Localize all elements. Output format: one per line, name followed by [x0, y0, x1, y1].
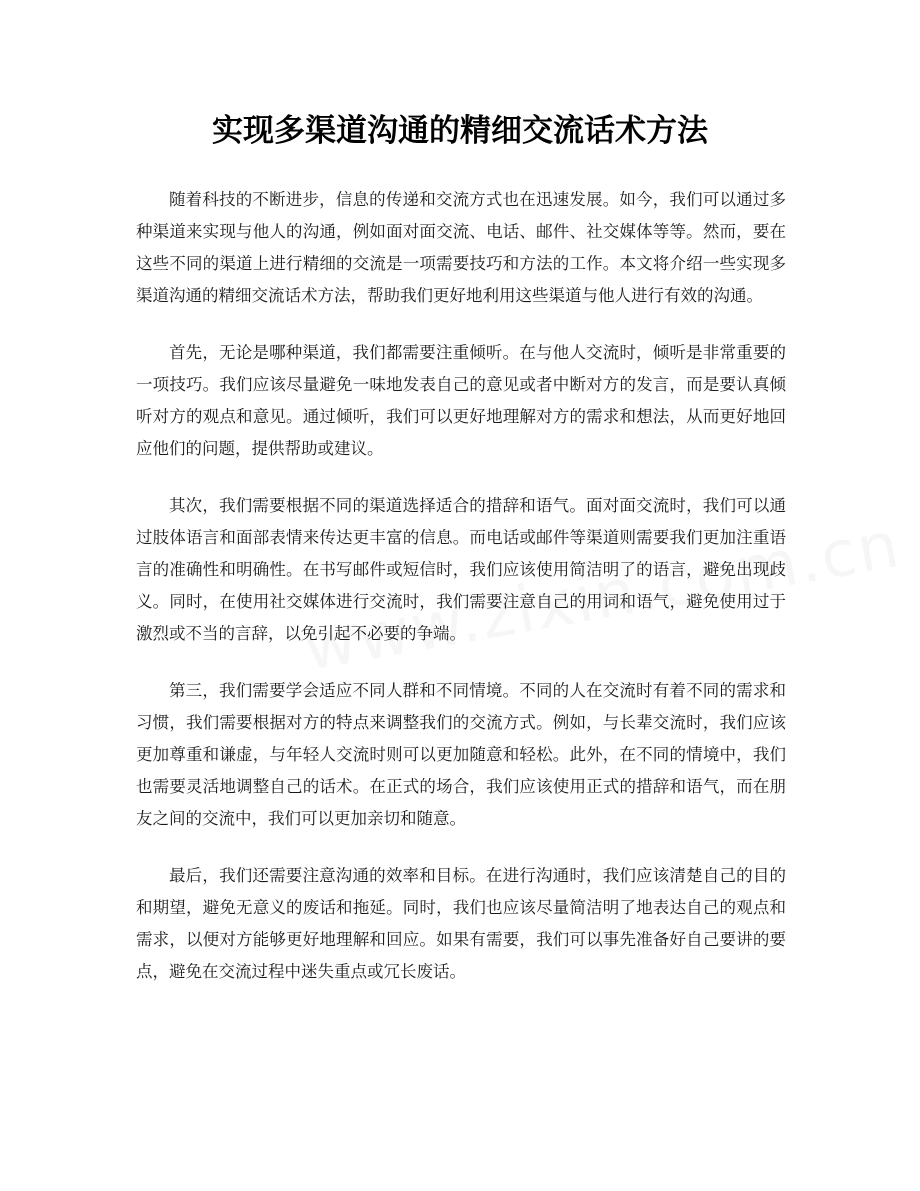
document-title: 实现多渠道沟通的精细交流话术方法 — [212, 113, 708, 149]
paragraph-efficiency: 最后，我们还需要注意沟通的效率和目标。在进行沟通时，我们应该清楚自己的目的和期望，避免无意义的废话和拖延。同时，我们也应该尽量简洁明了地表达自己的观点和需求，以便对方能够更好地理解和回应。如果有需要，我们可以事先准备好自己要讲的要点，避免在交流过程中迷失重点或冗长废话。 — [136, 866, 786, 981]
paragraph-listening: 首先，无论是哪种渠道，我们都需要注重倾听。在与他人交流时，倾听是非常重要的一项技巧。我们应该尽量避免一味地发表自己的意见或者中断对方的发言，而是要认真倾听对方的观点和意见。通过倾听，我们可以更好地理解对方的需求和想法，从而更好地回应他们的问题，提供帮助或建议。 — [136, 343, 786, 458]
paragraph-wording: 其次，我们需要根据不同的渠道选择适合的措辞和语气。面对面交流时，我们可以通过肢体语言和面部表情来传达更丰富的信息。而电话或邮件等渠道则需要我们更加注重语言的准确性和明确性。在书写邮件或短信时，我们应该使用简洁明了的语言，避免出现歧义。同时，在使用社交媒体进行交流时，我们需要注意自己的用词和语气，避免使用过于激烈或不当的言辞，以免引起不必要的争端。 — [136, 496, 786, 643]
paragraph-adapting: 第三，我们需要学会适应不同人群和不同情境。不同的人在交流时有着不同的需求和习惯，我们需要根据对方的特点来调整我们的交流方式。例如，与长辈交流时，我们应该更加尊重和谦虚，与年轻人交流时则可以更加随意和轻松。此外，在不同的情境中，我们也需要灵活地调整自己的话术。在正式的场合，我们应该使用正式的措辞和语气，而在朋友之间的交流中，我们可以更加亲切和随意。 — [136, 681, 786, 828]
document-body — [136, 184, 786, 1013]
paragraph-intro: 随着科技的不断进步，信息的传递和交流方式也在迅速发展。如今，我们可以通过多种渠道来实现与他人的沟通，例如面对面交流、电话、邮件、社交媒体等等。然而，要在这些不同的渠道上进行精细的交流是一项需要技巧和方法的工作。本文将介绍一些实现多渠道沟通的精细交流话术方法，帮助我们更好地利用这些渠道与他人进行有效的沟通。 — [136, 190, 786, 305]
